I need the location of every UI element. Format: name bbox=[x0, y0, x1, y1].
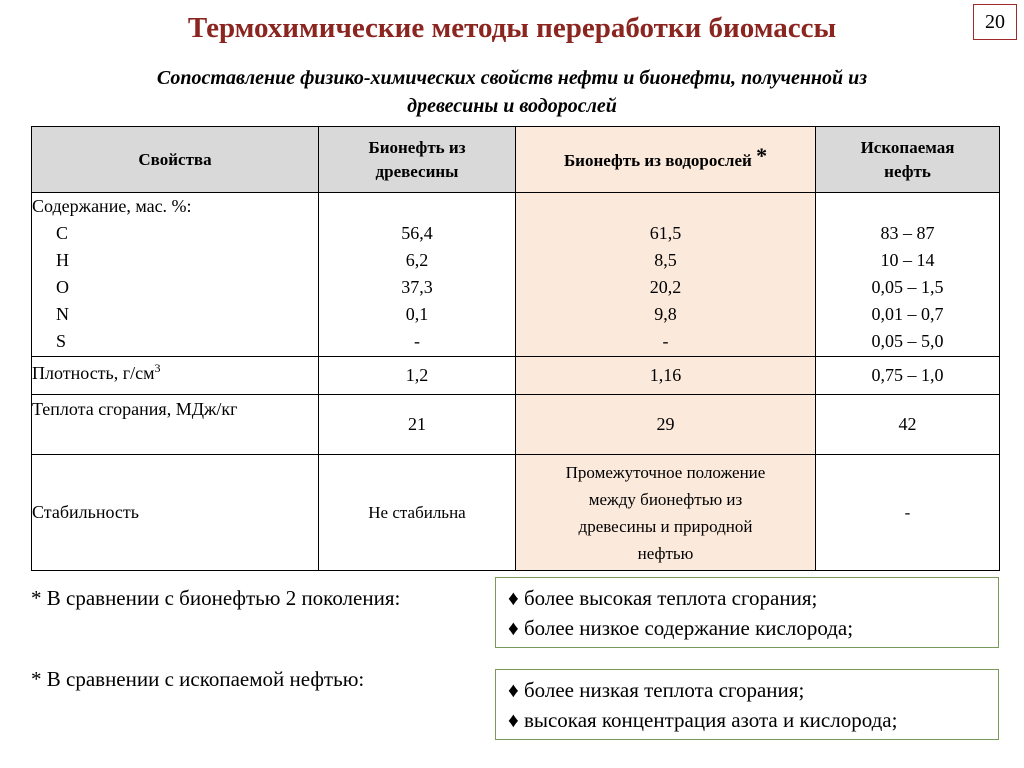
element-hydrogen: H bbox=[56, 250, 69, 270]
stability-row bbox=[32, 455, 1000, 571]
fossil-o-value: 0,05 – 1,5 bbox=[871, 277, 944, 297]
header-algae-asterisk: * bbox=[756, 142, 768, 168]
density-label-superscript: 3 bbox=[154, 361, 161, 375]
wood-o-value: 37,3 bbox=[401, 277, 433, 297]
algae-o-value: 20,2 bbox=[649, 277, 682, 297]
density-label-cell bbox=[32, 357, 319, 395]
composition-algae-cell bbox=[516, 193, 816, 357]
note-gen2-item-1: ♦ более высокая теплота сгорания; bbox=[508, 586, 818, 610]
algae-s-value: - bbox=[662, 331, 669, 351]
header-fossil-oil bbox=[816, 127, 1000, 193]
stability-fossil: - bbox=[816, 455, 1000, 571]
heat-row bbox=[32, 395, 1000, 455]
wood-s-value: - bbox=[414, 331, 420, 351]
subtitle-line-2: древесины и водорослей bbox=[407, 95, 617, 117]
note-gen2-box bbox=[495, 577, 999, 648]
density-algae: 1,16 bbox=[516, 357, 816, 395]
stability-algae bbox=[516, 455, 816, 571]
properties-table bbox=[31, 126, 1000, 571]
header-wood-line-2: древесины bbox=[375, 161, 459, 181]
wood-h-value: 6,2 bbox=[405, 250, 429, 270]
header-properties: Свойства bbox=[32, 127, 319, 193]
density-fossil: 0,75 – 1,0 bbox=[816, 357, 1000, 395]
heat-label: Теплота сгорания, МДж/кг bbox=[32, 395, 319, 455]
note-fossil-item-2: ♦ высокая концентрация азота и кислорода; bbox=[508, 708, 898, 732]
density-label: Плотность, г/см bbox=[32, 363, 155, 383]
header-algae-label: Бионефть из водорослей bbox=[563, 150, 752, 170]
heat-fossil: 42 bbox=[816, 395, 1000, 455]
note-fossil-label: * В сравнении с ископаемой нефтью: bbox=[31, 667, 365, 691]
algae-n-value: 9,8 bbox=[654, 304, 677, 324]
element-carbon: C bbox=[56, 223, 69, 243]
composition-row bbox=[32, 193, 1000, 357]
composition-wood-cell bbox=[319, 193, 516, 357]
slide-title: Термохимические методы переработки биомассы bbox=[187, 12, 837, 44]
stability-algae-line-3: древесины и природной bbox=[578, 516, 753, 536]
stability-label: Стабильность bbox=[32, 455, 319, 571]
wood-n-value: 0,1 bbox=[405, 304, 429, 324]
element-oxygen: O bbox=[56, 277, 69, 297]
header-wood-biooil bbox=[319, 127, 516, 193]
density-row bbox=[32, 357, 1000, 395]
page-number: 20 bbox=[973, 4, 1017, 40]
algae-h-value: 8,5 bbox=[654, 250, 677, 270]
stability-algae-line-1: Промежуточное положение bbox=[565, 462, 766, 482]
table-header-row bbox=[32, 127, 1000, 193]
slide-subtitle bbox=[40, 64, 984, 120]
density-wood: 1,2 bbox=[319, 357, 516, 395]
wood-c-value: 56,4 bbox=[401, 223, 433, 243]
note-gen2-label: * В сравнении с бионефтью 2 поколения: bbox=[31, 586, 401, 610]
element-nitrogen: N bbox=[56, 304, 69, 324]
algae-c-value: 61,5 bbox=[649, 223, 682, 243]
note-fossil-box bbox=[495, 669, 999, 740]
heat-wood: 21 bbox=[319, 395, 516, 455]
fossil-n-value: 0,01 – 0,7 bbox=[871, 304, 944, 324]
stability-wood: Не стабильна bbox=[319, 455, 516, 571]
fossil-h-value: 10 – 14 bbox=[880, 250, 935, 270]
fossil-c-value: 83 – 87 bbox=[880, 223, 935, 243]
composition-label: Содержание, мас. %: bbox=[32, 196, 192, 216]
note-fossil-item-1: ♦ более низкая теплота сгорания; bbox=[508, 678, 805, 702]
heat-algae: 29 bbox=[516, 395, 816, 455]
stability-algae-line-4: нефтью bbox=[637, 543, 694, 563]
fossil-s-value: 0,05 – 5,0 bbox=[871, 331, 944, 351]
subtitle-line-1: Сопоставление физико-химических свойств нефти и бионефти, полученной из bbox=[156, 67, 868, 89]
composition-fossil-cell bbox=[816, 193, 1000, 357]
header-fossil-line-2: нефть bbox=[884, 161, 931, 181]
element-sulfur: S bbox=[56, 331, 67, 351]
note-gen2-item-2: ♦ более низкое содержание кислорода; bbox=[508, 616, 854, 640]
composition-label-cell bbox=[32, 193, 319, 357]
header-wood-line-1: Бионефть из bbox=[368, 137, 466, 157]
header-fossil-line-1: Ископаемая bbox=[860, 137, 955, 157]
stability-algae-line-2: между бионефтью из bbox=[588, 489, 743, 509]
header-algae-biooil bbox=[516, 127, 816, 193]
